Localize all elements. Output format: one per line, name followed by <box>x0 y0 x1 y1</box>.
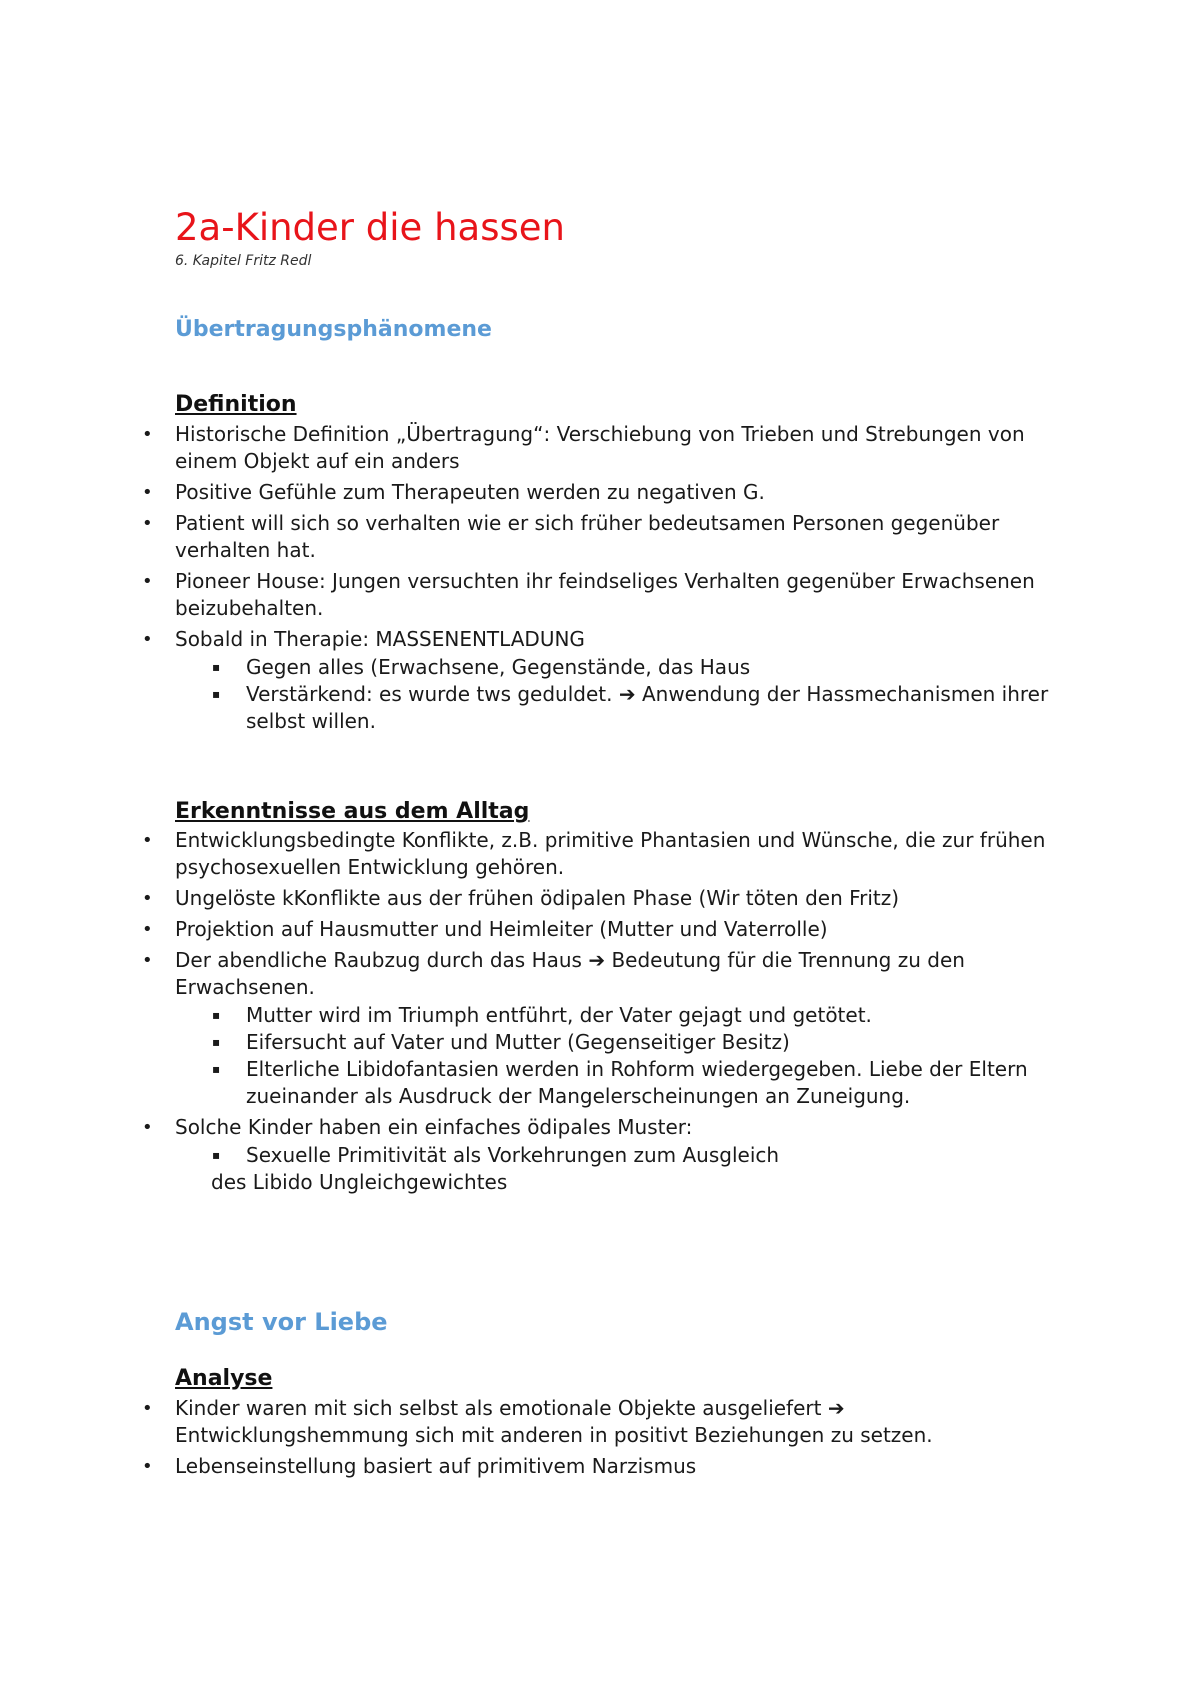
subheading-analyse: Analyse <box>175 1366 273 1392</box>
square-bullet-icon: ▪ <box>212 1148 221 1163</box>
analyse-list <box>142 1395 1080 1480</box>
bullet-icon: • <box>142 512 153 534</box>
list-item: • Lebenseinstellung basiert auf primitivem Narzismus <box>142 1453 697 1478</box>
bullet-icon: • <box>142 1397 153 1419</box>
document-title: 2a-Kinder die hassen <box>175 206 565 249</box>
sublist-item: ▪ Eifersucht auf Vater und Mutter (Gegenseitiger Besitz) <box>212 1030 790 1055</box>
square-bullet-icon: ▪ <box>212 1035 221 1050</box>
section-heading-angst-vor-liebe: Angst vor Liebe <box>175 1308 388 1337</box>
sublist-item: ▪ Mutter wird im Triumph entführt, der Vater gejagt und getötet. <box>212 1003 872 1028</box>
sublist-item: ▪ Sexuelle Primitivität als Vorkehrungen zum Ausgleich <box>212 1143 780 1168</box>
list-item: • Kinder waren mit sich selbst als emotionale Objekte ausgeliefert ➔ Entwicklungshemmung sich mit anderen in positivt Beziehungen zu setzen. <box>142 1395 933 1447</box>
list-item: • Der abendliche Raubzug durch das Haus ➔ Bedeutung für die Trennung zu den Erwachsenen. ▪ Mutter wird im Triumph entführt, der Vater gejagt und getötet. ▪ Eifersucht auf Vater und Mutter (Gegenseitiger Besitz) ▪ Elterliche Libidofantasien werden in Rohform wiedergegeben. Liebe der Eltern zueinander als Ausdruck der Mangelerscheinungen an Zuneigung. <box>175 947 1080 1110</box>
list-item: • Projektion auf Hausmutter und Heimleiter (Mutter und Vaterrolle) <box>142 917 828 942</box>
section-heading-uebertragung: Übertragungsphänomene <box>175 317 492 343</box>
sublist-item: ▪ Gegen alles (Erwachsene, Gegenstände, das Haus <box>212 654 751 679</box>
square-bullet-icon: ▪ <box>212 1008 221 1023</box>
sublist-raubzug <box>175 1002 1080 1110</box>
list-item: • Solche Kinder haben ein einfaches ödipales Muster: ▪ Sexuelle Primitivität als Vorkehrungen zum Ausgleich des Libido Ungleichgewichtes <box>175 1114 1080 1196</box>
bullet-icon: • <box>142 570 153 592</box>
bullet-icon: • <box>142 888 153 910</box>
list-item: • Ungelöste kKonflikte aus der frühen ödipalen Phase (Wir töten den Fritz) <box>142 886 900 911</box>
subheading-definition: Definition <box>175 392 297 418</box>
continuation-line: des Libido Ungleichgewichtes <box>211 1170 508 1195</box>
square-bullet-icon: ▪ <box>212 686 221 701</box>
document-subtitle: 6. Kapitel Fritz Redl <box>175 252 312 269</box>
list-item: • Entwicklungsbedingte Konflikte, z.B. primitive Phantasien und Wünsche, die zur frühen psychosexuellen Entwicklung gehören. <box>142 828 1046 880</box>
sublist-item: ▪ Verstärkend: es wurde tws geduldet. ➔ Anwendung der Hassmechanismen ihrer selbst willen. <box>212 681 1049 733</box>
list-item: • Sobald in Therapie: MASSENENTLADUNG ▪ Gegen alles (Erwachsene, Gegenstände, das Haus ▪ Verstärkend: es wurde tws geduldet. ➔ Anwendung der Hassmechanismen ihrer selbst willen. <box>175 626 1080 735</box>
definition-list <box>142 421 1080 735</box>
bullet-icon: • <box>142 1117 153 1139</box>
list-item: • Historische Definition „Übertragung“: Verschiebung von Trieben und Strebungen von einem Objekt auf ein anders <box>142 421 1025 473</box>
bullet-icon: • <box>142 919 153 941</box>
sublist-massenentladung <box>175 654 1080 735</box>
bullet-icon: • <box>142 830 153 852</box>
list-item: • Positive Gefühle zum Therapeuten werden zu negativen G. <box>142 479 765 504</box>
bullet-icon: • <box>142 423 153 445</box>
erkenntnisse-list <box>142 827 1080 1196</box>
sublist-muster <box>175 1142 1080 1169</box>
bullet-icon: • <box>142 950 153 972</box>
bullet-icon: • <box>142 628 153 650</box>
square-bullet-icon: ▪ <box>212 659 221 674</box>
bullet-icon: • <box>142 481 153 503</box>
subheading-erkenntnisse: Erkenntnisse aus dem Alltag <box>175 798 530 824</box>
list-item: • Pioneer House: Jungen versuchten ihr feindseliges Verhalten gegenüber Erwachsenen beizubehalten. <box>142 568 1035 620</box>
square-bullet-icon: ▪ <box>212 1062 221 1077</box>
bullet-icon: • <box>142 1455 153 1477</box>
sublist-item: ▪ Elterliche Libidofantasien werden in Rohform wiedergegeben. Liebe der Eltern zueinander als Ausdruck der Mangelerscheinungen an Zuneigung. <box>212 1057 1028 1109</box>
list-item: • Patient will sich so verhalten wie er sich früher bedeutsamen Personen gegenüber verhalten hat. <box>142 510 1000 562</box>
